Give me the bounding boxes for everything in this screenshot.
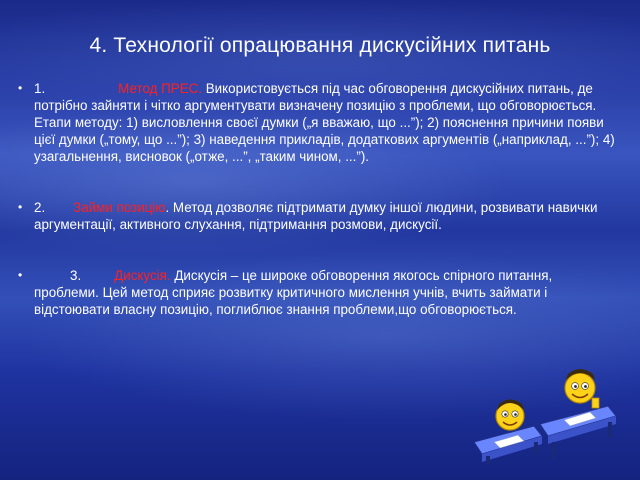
item-paragraph — [34, 199, 618, 233]
bullet-icon: • — [18, 81, 23, 95]
list-item-press-method — [18, 80, 618, 165]
students-at-desks-smiley-icon — [468, 354, 618, 464]
item-description: Дискусія – це широке обговорення якогось спірного питання, проблеми. Цей метод сприяє розвитку критичного мислення учнів, вчить займати і відстоювати власну позицію, поглиблює знання проблеми,що обговорюється. — [34, 268, 553, 317]
slide-title: 4. Технології опрацювання дискусійних питань — [89, 34, 551, 57]
item-number: 2. — [34, 200, 46, 215]
method-name-highlight: Метод ПРЕС. — [118, 81, 203, 96]
list-item-discussion — [18, 267, 618, 318]
item-paragraph — [34, 80, 618, 165]
slide-content — [18, 80, 618, 318]
bullet-icon: • — [18, 268, 23, 282]
method-name-highlight: Дискусія. — [114, 268, 171, 283]
item-paragraph — [34, 267, 618, 318]
list-item-take-position — [18, 199, 618, 233]
bullet-icon: • — [18, 200, 23, 214]
item-description: Використовується під час обговорення дискусійних питань, де потрібно зайняти і чітко аргументувати визначену позицію з проблеми, що обговорюється. Етапи методу: 1) висловлення своєї думки („я вважаю, що ...”); 2) пояснення причини появи цієї думки („тому, що ...”); 3) наведення прикладів, додаткових аргументів („наприклад, ...”); 4) узагальнення, висновок („отже, ...”, „таким чином, ...”). — [34, 81, 615, 164]
item-description: . Метод дозволяє підтримати думку іншої людини, розвивати навички аргументації, активного слухання, підтримання розмови, дискусії. — [34, 200, 598, 232]
method-name-highlight: Займи позицію — [73, 200, 166, 215]
item-number: 3. — [70, 268, 82, 283]
item-number: 1. — [34, 81, 46, 96]
